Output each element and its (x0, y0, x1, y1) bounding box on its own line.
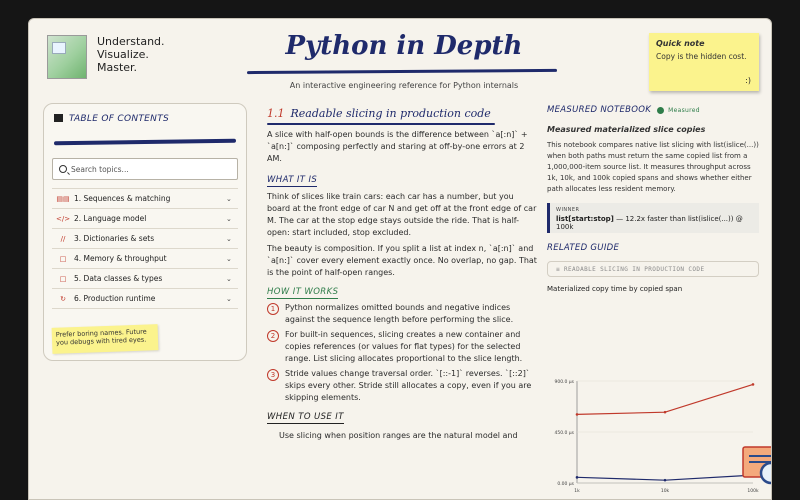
related-guide-link[interactable]: ≡ READABLE SLICING IN PRODUCTION CODE (547, 261, 759, 277)
y-tick-label: 0.00 μs (557, 482, 574, 487)
chevron-down-icon[interactable]: ⌄ (226, 214, 232, 223)
winner-text (556, 215, 753, 231)
when-bullet: Use slicing when position ranges are the natural model and (279, 431, 518, 440)
tagline-line: Master. (97, 61, 138, 74)
toc-underline (54, 139, 236, 146)
related-guide-link-label: READABLE SLICING IN PRODUCTION CODE (564, 266, 705, 273)
site-subtitle: An interactive engineering reference for Python internals (289, 81, 519, 90)
status-dot-icon (657, 107, 664, 114)
toc-item-production[interactable] (52, 289, 238, 309)
winner-rest: — 12.2x faster than list(islice(...)) @ 100k (556, 215, 743, 231)
box-icon: □ (59, 254, 67, 263)
series-point (576, 413, 579, 416)
table-of-contents (43, 103, 247, 361)
chevron-down-icon[interactable]: ⌄ (226, 274, 232, 283)
book-icon (54, 114, 63, 122)
notebook-panel (547, 105, 759, 494)
toc-item-label: 1. Sequences & matching (74, 194, 171, 203)
how-heading: HOW IT WORKS (267, 287, 339, 297)
quick-note (649, 33, 759, 91)
toc-item-label: 3. Dictionaries & sets (74, 234, 155, 243)
section-number: 1.1 (267, 107, 285, 120)
slashes-icon: // (60, 234, 66, 243)
section-underline (267, 123, 495, 125)
loop-icon: ↻ (60, 294, 66, 303)
x-tick-label: 100k (747, 489, 759, 494)
notebook-icon[interactable] (741, 445, 772, 489)
toc-item-label: 4. Memory & throughput (74, 254, 167, 263)
step-number: 2 (267, 330, 279, 342)
x-tick-label: 10k (660, 489, 670, 494)
code-icon: </> (56, 214, 71, 223)
toc-item-label: 6. Production runtime (74, 294, 156, 303)
chevron-down-icon[interactable]: ⌄ (226, 194, 232, 203)
step-text: For built-in sequences, slicing creates a new container and copies references (or values for flat types) for the selected range. List slicing allocates proportional to the slice length. (285, 330, 523, 363)
step-number: 3 (267, 369, 279, 381)
chevron-down-icon[interactable]: ⌄ (226, 294, 232, 303)
y-tick-label: 900.0 μs (554, 380, 574, 385)
search-icon (59, 165, 67, 173)
section-title (267, 107, 539, 120)
notebook-title: MEASURED NOTEBOOK (547, 105, 652, 115)
toc-item-label: 2. Language model (74, 214, 147, 223)
series-point (752, 383, 755, 386)
toc-heading-label: TABLE OF CONTENTS (69, 114, 170, 124)
when-heading: WHEN TO USE IT (267, 412, 344, 422)
stack-icon: ▤▤ (56, 194, 70, 203)
status-badge: Measured (668, 106, 700, 114)
what-paragraph: The beauty is composition. If you split a list at index n, `a[:n]` and `a[n:]` cover every element exactly once. No overlap, no gap. That is the point of half-open ranges. (267, 244, 537, 277)
what-paragraph: Think of slices like train cars: each car has a number, but you board at the front edge of car N and get off at the front edge of car M. The car at the stop edge stays outside the ride. That is half-open: start included, stop excluded. (267, 192, 537, 237)
toc-item-memory[interactable] (52, 249, 238, 269)
step-number: 1 (267, 303, 279, 315)
quick-note-smiley: :) (745, 76, 751, 85)
chart (547, 373, 759, 495)
chart-title: Materialized copy time by copied span (547, 285, 683, 293)
x-tick-label: 1k (574, 489, 580, 494)
step-item (267, 329, 539, 365)
series-point (664, 411, 667, 414)
winner-bold: list[start:stop] (556, 215, 614, 223)
section-title-text: Readable slicing in production code (290, 107, 491, 120)
toc-heading (54, 114, 169, 124)
what-heading: WHAT IT IS (267, 175, 318, 185)
page-frame (28, 18, 772, 500)
logo-image (47, 35, 87, 79)
site-title: Python in Depth (285, 31, 523, 61)
chart-svg (547, 373, 759, 495)
toc-item-sequences[interactable] (52, 189, 238, 209)
step-item (267, 368, 539, 404)
notebook-body: This notebook compares native list slicing with list(islice(...)) when both paths must return the same copied list from a 1,000,000-item source list. It measures throughput across 1k, 10k, and 100k copied spans and shows whether either path allocates less resident memory. (547, 141, 759, 193)
box-icon: □ (59, 274, 67, 283)
article (267, 107, 539, 442)
notebook-heading (547, 105, 759, 115)
toc-item-label: 5. Data classes & types (74, 274, 163, 283)
quick-note-heading: Quick note (656, 39, 705, 48)
chevron-down-icon[interactable]: ⌄ (226, 254, 232, 263)
winner-label: WINNER (556, 207, 580, 213)
series-line (577, 384, 753, 414)
title-underline (247, 69, 557, 74)
tagline (97, 35, 165, 74)
series-point (576, 476, 579, 479)
search-input[interactable] (71, 161, 231, 177)
toc-item-dictionaries[interactable] (52, 229, 238, 249)
toc-item-data-classes[interactable] (52, 269, 238, 289)
related-guide-heading: RELATED GUIDE (547, 243, 620, 253)
toc-search[interactable] (52, 158, 238, 180)
chevron-down-icon[interactable]: ⌄ (226, 234, 232, 243)
step-text: Python normalizes omitted bounds and negative indices against the sequence length before performing the slice. (285, 303, 514, 324)
tagline-line: Visualize. (97, 48, 149, 61)
toc-item-language-model[interactable] (52, 209, 238, 229)
tagline-line: Understand. (97, 35, 165, 48)
step-text: Stride values change traversal order. `[::-1]` reverses. `[::2]` skips every other. Stride still allocates a copy, even if you are skipping elements. (285, 369, 532, 402)
quick-note-body: Copy is the hidden cost. (656, 52, 747, 61)
toc-sticky-note: Prefer boring names. Future you debugs with tired eyes. (52, 324, 159, 354)
step-item (267, 302, 539, 326)
winner-callout (547, 203, 759, 233)
toc-list (52, 188, 238, 309)
notebook-subtitle: Measured materialized slice copies (547, 125, 706, 134)
intro-paragraph: A slice with half-open bounds is the difference between `a[:n]` + `a[n:]` composing perfectly and staring at off-by-one errors at 2 AM. (267, 130, 528, 163)
y-tick-label: 450.0 μs (554, 431, 574, 436)
series-point (664, 479, 667, 482)
